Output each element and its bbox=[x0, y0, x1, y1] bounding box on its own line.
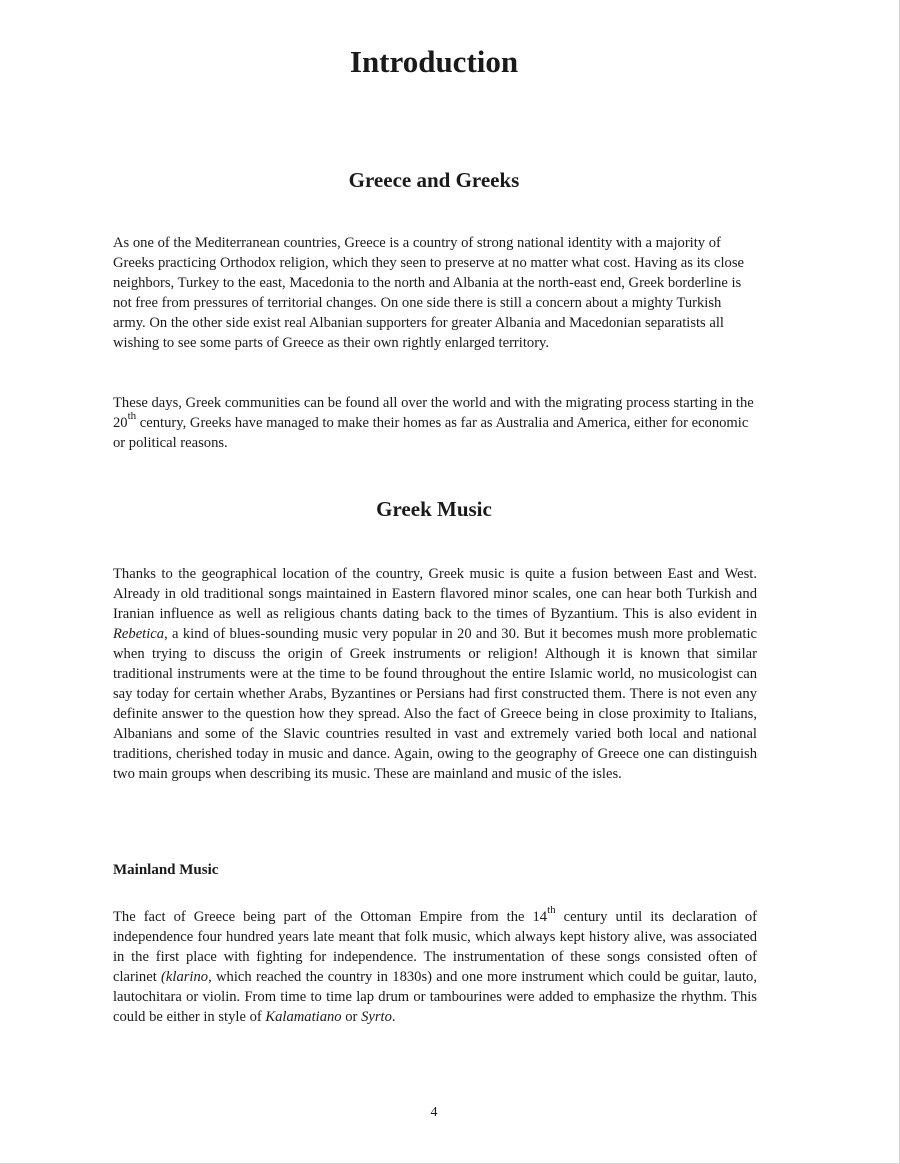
subsection-heading-mainland: Mainland Music bbox=[113, 862, 219, 878]
section-heading-music: Greek Music bbox=[376, 497, 492, 521]
superscript: th bbox=[127, 410, 137, 423]
greece-paragraph-2: These days, Greek communities can be found all over the world and with the migrating process starting in the 20th century, Greeks have managed to make their homes as far as Australia and America, either for economic or political reasons. bbox=[113, 395, 754, 451]
greece-paragraph-1: As one of the Mediterranean countries, Greece is a country of strong national identity with a majority of Greeks practicing Orthodox religion, which they seen to preserve at no matter what cost. Having as its close neighbors, Turkey to the east, Macedonia to the north and Albania at the north-east end, Greek borderline is not free from pressures of territorial changes. On one side there is still a concern about a mighty Turkish army. On the other side exist real Albanian supporters for greater Albania and Macedonian separatists all wishing to see some parts of Greece as their own rightly enlarged territory. bbox=[113, 235, 744, 351]
superscript: th bbox=[547, 904, 556, 917]
mainland-paragraph: The fact of Greece being part of the Ottoman Empire from the 14th century until its declaration of independence four hundred years late meant that folk music, which always kept history alive, was associated in the first place with fighting for independence. The instrumentation of these songs consisted often of clarinet (klarino, which reached the country in 1830s) and one more instrument which could be guitar, lauto, lautochitara or violin. From time to time lap drum or tambourines were added to emphasize the rhythm. This could be either in style of Kalamatiano or Syrto. bbox=[113, 904, 758, 1025]
page-title: Introduction bbox=[349, 44, 519, 79]
music-paragraph: Thanks to the geographical location of the country, Greek music is quite a fusion between East and West. Already in old traditional songs maintained in Eastern flavored minor scales, one can hear both Turkish and Iranian influence as well as religious chants dating back to the times of Byzantium. This is also evident in Rebetica, a kind of blues-sounding music very popular in 20 and 30. But it becomes mush more problematic when trying to discuss the origin of Greek instruments or religion! Although it is known that similar traditional instruments were at the time to be found throughout the entire Islamic world, no musicologist can say today for certain whether Arabs, Byzantines or Persians had first constructed them. There is not even any definite answer to the question how they spread. Also the fact of Greece being in close proximity to Italians, Albanians and some of the Slavic countries resulted in vast and extremely varied both local and national traditions, cherished today in music and dance. Again, owing to the geography of Greece one can distinguish two main groups when describing its music. These are mainland and music of the isles. bbox=[113, 566, 757, 782]
page-number: 4 bbox=[430, 1105, 438, 1120]
section-heading-greece: Greece and Greeks bbox=[348, 168, 520, 192]
